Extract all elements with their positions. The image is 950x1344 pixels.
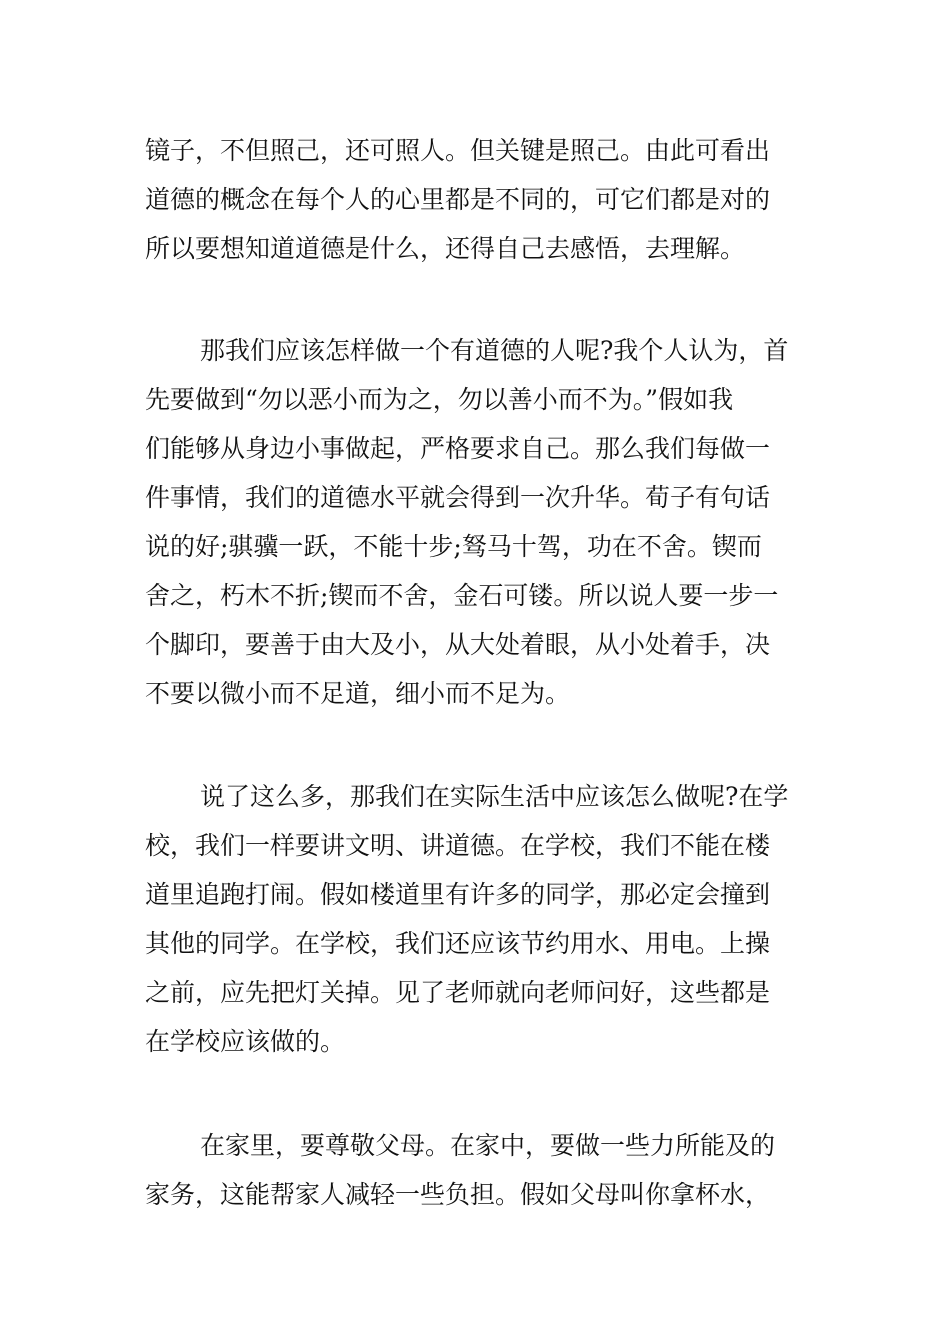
text-line: 其他的同学。在学校，我们还应该节约用水、用电。上操 [145, 929, 771, 958]
text-line: 道里追跑打闹。假如楼道里有许多的同学，那必定会撞到 [145, 880, 771, 909]
text-line: 件事情，我们的道德水平就会得到一次升华。荀子有句话 [145, 483, 771, 512]
text-line: 道德的概念在每个人的心里都是不同的，可它们都是对的 [145, 185, 771, 214]
text-line: 那我们应该怎样做一个有道德的人呢?我个人认为，首 [200, 336, 789, 365]
text-line: 家务，这能帮家人减轻一些负担。假如父母叫你拿杯水， [145, 1180, 771, 1209]
paragraph-1 [145, 126, 815, 273]
text-line: 们能够从身边小事做起，严格要求自己。那么我们每做一 [145, 434, 771, 463]
paragraph-3 [145, 772, 815, 1066]
text-line: 在家里，要尊敬父母。在家中，要做一些力所能及的 [200, 1131, 776, 1160]
paragraph-4 [145, 1121, 815, 1219]
paragraph-2 [145, 326, 815, 718]
text-line: 所以要想知道道德是什么，还得自己去感悟，去理解。 [145, 234, 746, 263]
text-line: 舍之，朽木不折;锲而不舍，金石可镂。所以说人要一步一 [145, 581, 779, 610]
text-line: 校，我们一样要讲文明、讲道德。在学校，我们不能在楼 [145, 831, 771, 860]
text-line: 不要以微小而不足道，细小而不足为。 [145, 679, 571, 708]
text-line: 镜子，不但照己，还可照人。但关键是照己。由此可看出 [145, 136, 771, 165]
text-line: 个脚印，要善于由大及小，从大处着眼，从小处着手，决 [145, 630, 771, 659]
text-line: 先要做到“勿以恶小而为之，勿以善小而不为。”假如我 [145, 385, 734, 414]
text-line: 说的好;骐骥一跃，不能十步;驽马十驾，功在不舍。锲而 [145, 532, 762, 561]
text-line: 在学校应该做的。 [145, 1027, 346, 1056]
text-line: 之前，应先把灯关掉。见了老师就向老师问好，这些都是 [145, 978, 771, 1007]
text-line: 说了这么多，那我们在实际生活中应该怎么做呢?在学 [200, 782, 789, 811]
